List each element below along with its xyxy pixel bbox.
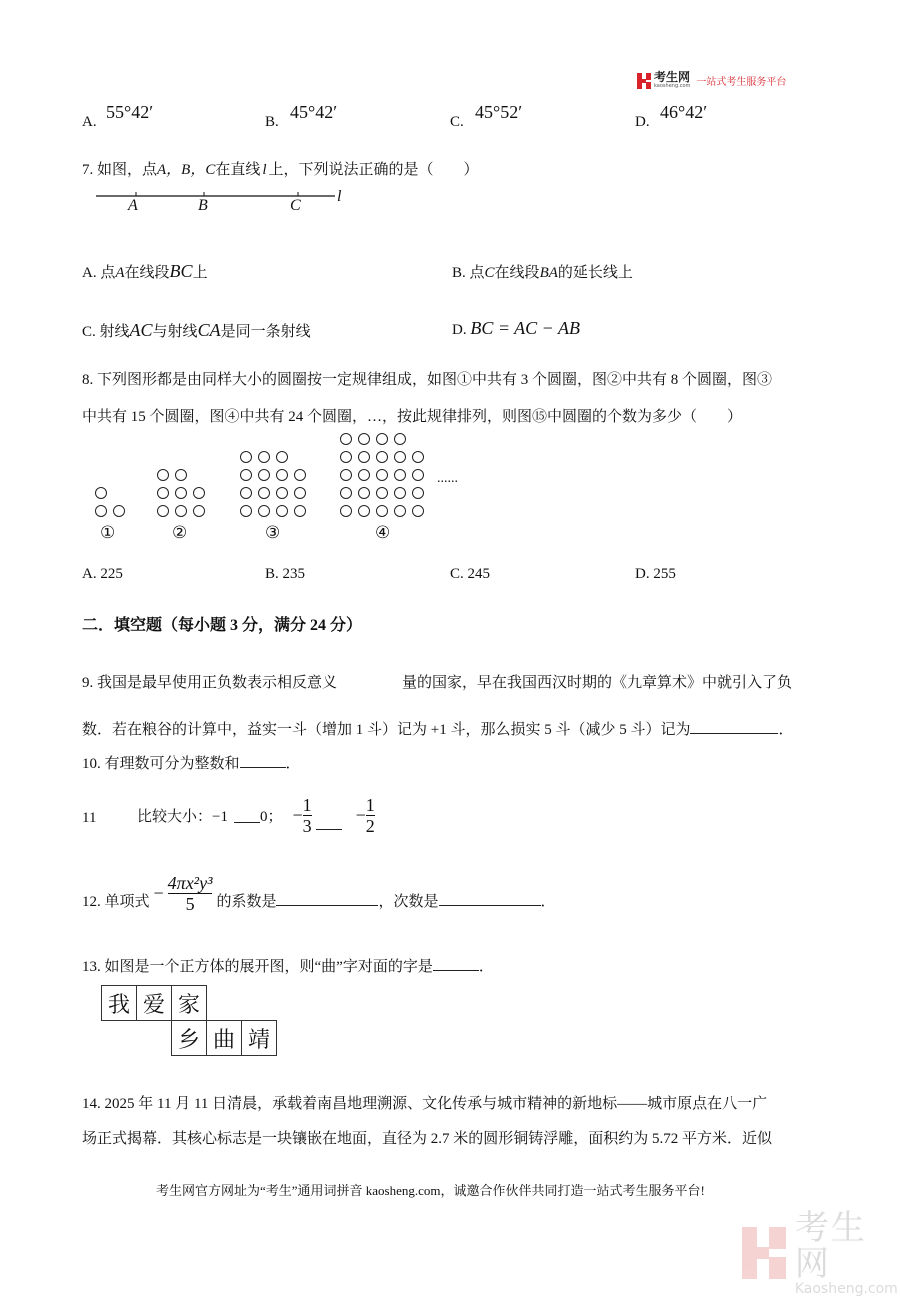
q10 — [82, 752, 301, 773]
pattern-circle — [412, 451, 424, 463]
figure-label-1: ① — [100, 523, 116, 542]
q7-stem — [82, 158, 479, 179]
header-logo — [637, 72, 786, 89]
pattern-circle — [340, 505, 352, 517]
q6-option-a-label: A. — [82, 114, 97, 130]
q7-option-c-part: CA — [197, 320, 221, 340]
pattern-circle — [193, 487, 205, 499]
brand-url: kaosheng.com — [654, 83, 691, 89]
q8-option-a — [82, 566, 123, 583]
cube-face: 家 — [172, 986, 207, 1021]
q12-blank-degree[interactable] — [439, 891, 541, 906]
q7-option-c-part: AC — [129, 320, 153, 340]
q11-blank-1[interactable] — [234, 808, 260, 823]
pattern-circle — [294, 505, 306, 517]
q11-frac2-num: 1 — [365, 794, 375, 815]
q11-frac2-den: 2 — [365, 815, 375, 836]
pattern-circle — [240, 487, 252, 499]
cube-face: 我 — [102, 986, 137, 1021]
q7-option-a-label: A. — [82, 265, 97, 281]
pattern-circle — [95, 505, 107, 517]
q6-option-a-value: 55°42′ — [106, 102, 154, 122]
pattern-circle — [394, 505, 406, 517]
pattern-circle — [240, 505, 252, 517]
q9-line2 — [82, 718, 793, 739]
q7-option-d — [452, 318, 580, 339]
q13-end: ． — [478, 959, 494, 975]
pattern-circle — [258, 469, 270, 481]
figure-ellipsis: ...... — [437, 471, 458, 486]
q7-option-b-label: B. — [452, 265, 466, 281]
q7-option-b — [452, 261, 633, 282]
q7-option-b-part: 点 — [469, 265, 485, 281]
pattern-circle — [193, 505, 205, 517]
cube-face: 爱 — [137, 986, 172, 1021]
cube-net-figure — [101, 985, 277, 1056]
q12-sign: − — [153, 882, 164, 903]
pattern-circle — [276, 487, 288, 499]
q10-text: 10. 有理数可分为整数和 — [82, 756, 240, 772]
cube-net-row1 — [101, 985, 207, 1021]
pattern-circle — [358, 433, 370, 445]
q11-body — [137, 790, 375, 840]
q8-stem-line1: 8. 下列图形都是由同样大小的圆圈按一定规律组成，如图①中共有 3 个圆圈，图②中共有 8 个圆圈，图③ — [82, 372, 773, 388]
pattern-circle — [358, 505, 370, 517]
q12-denominator: 5 — [185, 893, 195, 914]
q12 — [82, 865, 556, 921]
pattern-circle — [340, 469, 352, 481]
pattern-circle — [157, 469, 169, 481]
pattern-circle — [376, 505, 388, 517]
q12-end: ． — [540, 893, 556, 910]
pattern-circle — [358, 487, 370, 499]
q9-line2-text: 数．若在粮谷的计算中，益实一斗（增加 1 斗）记为 +1 斗，那么损实 5 斗（减少 5 斗）记为 — [82, 722, 691, 738]
figure-label-3: ③ — [265, 523, 281, 542]
q8-option-d-label: D. — [635, 566, 650, 582]
q6-option-c-value: 45°52′ — [475, 102, 523, 122]
q11-fraction-1 — [303, 795, 312, 836]
cube-face: 靖 — [242, 1021, 277, 1056]
q11-blank-2[interactable] — [316, 815, 342, 830]
q6-option-b-label: B. — [265, 114, 279, 130]
pattern-circle — [276, 505, 288, 517]
point-a-label: A — [128, 197, 138, 214]
pattern-circle — [340, 487, 352, 499]
pattern-circle — [358, 469, 370, 481]
pattern-circle — [412, 487, 424, 499]
q8-stem-line2: 中共有 15 个圆圈，图④中共有 24 个圆圈，…，按此规律排列，则图⑮中圆圈的个数为多少（ ） — [82, 409, 743, 425]
q8-option-b-value: 235 — [282, 566, 306, 582]
q8-option-c — [450, 566, 490, 583]
pattern-circle — [240, 451, 252, 463]
q9-end: ． — [778, 722, 794, 738]
q7-option-d-formula: BC = AC − AB — [470, 318, 580, 338]
brand-slogan: 一站式考生服务平台 — [696, 77, 787, 88]
cube-net-row2 — [171, 1020, 277, 1056]
q11-frac2-sign: − — [355, 804, 366, 825]
kaosheng-watermark-icon — [742, 1227, 785, 1279]
q7-option-b-part: BA — [539, 265, 558, 281]
q11-frac1-num: 1 — [302, 794, 312, 815]
cube-face: 乡 — [172, 1021, 207, 1056]
q7-option-a-part: 在线段 — [124, 265, 170, 281]
pattern-circle — [113, 505, 125, 517]
brand-name: 考生网 — [654, 70, 691, 84]
pattern-circle — [276, 451, 288, 463]
q12-blank-coefficient[interactable] — [276, 891, 378, 906]
pattern-circle — [258, 505, 270, 517]
q7-option-c-part: 射线 — [99, 324, 130, 340]
watermark-logo — [742, 1210, 900, 1296]
kaosheng-logo-icon — [637, 73, 651, 89]
pattern-circle — [294, 487, 306, 499]
q9-line1b: 量的国家，早在我国西汉时期的《九章算术》中就引入了负 — [402, 675, 793, 691]
pattern-circle — [394, 433, 406, 445]
q6-option-c-label: C. — [450, 114, 464, 130]
watermark-url: Kaosheng.com — [794, 1281, 898, 1297]
q7-option-a-part: A — [115, 265, 125, 281]
figure-label-4: ④ — [375, 523, 391, 542]
q7-stem-suffix: 上，下列说法正确的是（ ） — [268, 162, 479, 178]
pattern-circle — [294, 469, 306, 481]
q7-option-b-part: 的延长线上 — [557, 265, 633, 281]
q14-line2: 场正式揭幕．其核心标志是一块镶嵌在地面，直径为 2.7 米的圆形铜铸浮雕，面积约为 5.72 平方米．近似 — [82, 1131, 773, 1147]
pattern-circle — [258, 451, 270, 463]
pattern-circle — [157, 505, 169, 517]
q7-option-b-part: C — [484, 265, 495, 281]
q13-text: 13. 如图是一个正方体的展开图，则“曲”字对面的字是 — [82, 959, 433, 975]
pattern-circle — [258, 487, 270, 499]
q11-text: 比较大小：−1 — [137, 808, 228, 825]
q7-option-a-part: BC — [169, 261, 193, 281]
section2-title: 二．填空题（每小题 3 分，满分 24 分） — [82, 617, 363, 634]
q8-option-b — [265, 566, 305, 583]
pattern-circle — [157, 487, 169, 499]
q8-option-d — [635, 566, 676, 583]
watermark-name: 考生网 — [794, 1208, 867, 1284]
pattern-circle — [175, 505, 187, 517]
q14-line1: 14. 2025 年 11 月 11 日清晨，承载着南昌地理溯源、文化传承与城市精神的新地标——城市原点在八一广 — [82, 1096, 768, 1112]
pattern-circle — [376, 469, 388, 481]
pattern-circle — [175, 469, 187, 481]
q10-end: ． — [285, 756, 301, 772]
pattern-circle — [376, 451, 388, 463]
q12-numerator: 4πx²y³ — [167, 872, 213, 893]
q7-option-c — [82, 320, 311, 341]
q8-option-a-value: 225 — [100, 566, 123, 582]
q12-tail — [216, 890, 555, 911]
line-l-label: l — [337, 188, 342, 205]
q13-answer-blank[interactable] — [433, 956, 479, 971]
q7-option-d-label: D. — [452, 322, 467, 338]
pattern-circle — [376, 433, 388, 445]
q12-fraction — [168, 873, 213, 914]
q12-mid: 的系数是 — [216, 893, 277, 910]
q7-option-a-part: 上 — [192, 265, 208, 281]
pattern-circle — [95, 487, 107, 499]
q6-option-d-value: 46°42′ — [660, 102, 708, 122]
pattern-circle — [394, 469, 406, 481]
pattern-circle — [276, 469, 288, 481]
q7-option-a-part: 点 — [100, 265, 116, 281]
q7-option-c-part: 与射线 — [152, 324, 198, 340]
q8-option-c-label: C. — [450, 566, 464, 582]
q12-prefix: 12. 单项式 — [82, 893, 150, 910]
q7-option-b-part: 在线段 — [494, 265, 540, 281]
figure-label-2: ② — [172, 523, 188, 542]
q6-option-d-label: D. — [635, 114, 650, 130]
q6-option-b-value: 45°42′ — [290, 102, 338, 122]
q11-frac1-sign: − — [292, 804, 303, 825]
footer-text: 考生网官方网址为“考生”通用词拼音 kaosheng.com，诚邀合作伙伴共同打造一站式考生服务平台! — [156, 1183, 705, 1198]
point-c-label: C — [290, 197, 301, 214]
q7-stem-prefix: 7. 如图，点 — [82, 162, 158, 178]
cube-face: 曲 — [207, 1021, 242, 1056]
q9-answer-blank[interactable] — [690, 719, 778, 734]
q9-line1a: 9. 我国是最早使用正负数表示相反意义 — [82, 675, 338, 691]
pattern-circle — [340, 451, 352, 463]
q11-zero: 0； — [259, 808, 283, 825]
pattern-circle — [394, 487, 406, 499]
q11-number: 11 — [82, 810, 97, 826]
q7-option-c-part: 是同一条射线 — [220, 324, 311, 340]
q8-option-c-value: 245 — [467, 566, 491, 582]
q7-option-c-label: C. — [82, 324, 96, 340]
pattern-circle — [358, 451, 370, 463]
q7-stem-points: A，B，C — [157, 162, 216, 178]
q8-option-b-label: B. — [265, 566, 279, 582]
q13 — [82, 955, 494, 976]
pattern-circle — [340, 433, 352, 445]
point-b-label: B — [198, 197, 208, 214]
q10-answer-blank[interactable] — [240, 753, 286, 768]
pattern-circle — [376, 487, 388, 499]
q11-frac1-den: 3 — [302, 815, 312, 836]
q7-stem-line: l — [262, 162, 267, 178]
q7-stem-mid: 在直线 — [215, 162, 261, 178]
q7-option-a — [82, 261, 208, 282]
pattern-circle — [394, 451, 406, 463]
pattern-circle — [175, 487, 187, 499]
pattern-circle — [240, 469, 252, 481]
q8-option-a-label: A. — [82, 566, 97, 582]
q8-option-d-value: 255 — [653, 566, 676, 582]
pattern-circle — [412, 505, 424, 517]
q12-mid2: ，次数是 — [378, 893, 439, 910]
q11-fraction-2 — [366, 795, 375, 836]
pattern-circle — [412, 469, 424, 481]
